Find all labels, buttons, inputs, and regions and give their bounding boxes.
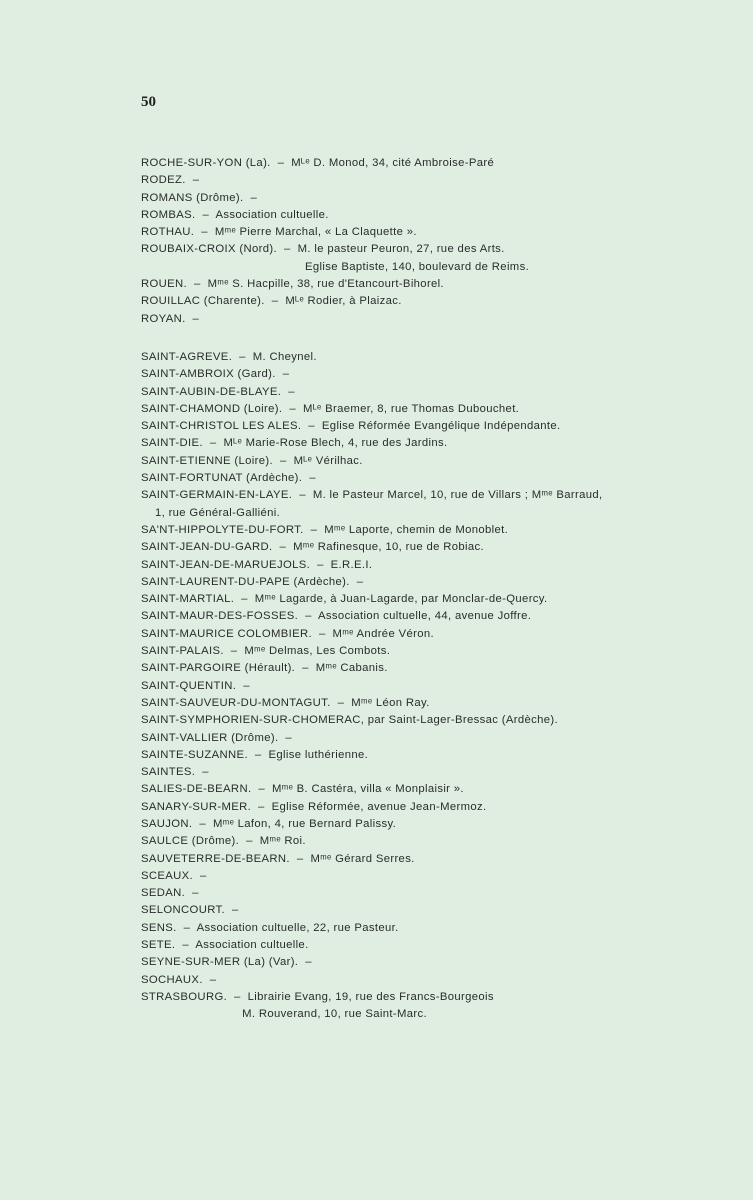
entry-line: SETE. – Association cultuelle. [141, 939, 309, 952]
directory-entry [141, 487, 661, 522]
directory-entry [141, 885, 661, 902]
entry-line: SAINT-MARTIAL. – Mᵐᵉ Lagarde, à Juan-Lagarde, par Monclar-de-Quercy. [141, 593, 548, 606]
directory-entry [141, 190, 661, 207]
directory-entry [141, 972, 661, 989]
entry-line: SAINT-AMBROIX (Gard). – [141, 368, 290, 381]
directory-entry [141, 574, 661, 591]
entry-line: SOCHAUX. – [141, 973, 217, 986]
directory-entry [141, 172, 661, 189]
directory-entry [141, 660, 661, 677]
entry-line: SAINT-ETIENNE (Loire). – Mᴸᵉ Vérilhac. [141, 454, 363, 467]
entry-line: SAUVETERRE-DE-BEARN. – Mᵐᵉ Gérard Serres. [141, 852, 415, 865]
entry-line: SAINT-QUENTIN. – [141, 679, 250, 692]
entry-line: SAINT-FORTUNAT (Ardèche). – [141, 472, 316, 485]
entry-line: SA'NT-HIPPOLYTE-DU-FORT. – Mᵐᵉ Laporte, chemin de Monoblet. [141, 523, 509, 536]
directory-entry [141, 311, 661, 328]
entry-line: SELONCOURT. – [141, 904, 239, 917]
entry-line: ROMBAS. – Association cultuelle. [141, 208, 329, 221]
entry-line: SAINT-AGREVE. – M. Cheynel. [141, 350, 317, 363]
entry-line: SAINTE-SUZANNE. – Eglise luthérienne. [141, 748, 369, 761]
directory-entry [141, 851, 661, 868]
directory-entry [141, 954, 661, 971]
directory-entry [141, 799, 661, 816]
directory-entry [141, 241, 661, 276]
directory-entry [141, 678, 661, 695]
directory-entry [141, 730, 661, 747]
entry-line: SAINT-GERMAIN-EN-LAYE. – M. le Pasteur Marcel, 10, rue de Villars ; Mᵐᵉ Barraud, [141, 489, 603, 502]
entry-line: ROTHAU. – Mᵐᵉ Pierre Marchal, « La Claquette ». [141, 226, 417, 239]
directory-entry [141, 937, 661, 954]
directory-entry [141, 643, 661, 660]
entry-line: SCEAUX. – [141, 869, 207, 882]
entry-continuation-line: 1, rue Général-Galliéni. [141, 506, 281, 519]
entry-line: SAINT-AUBIN-DE-BLAYE. – [141, 385, 295, 398]
entry-line: ROMANS (Drôme). – [141, 191, 258, 204]
directory-entry [141, 989, 661, 1024]
entry-group-s [141, 349, 661, 1024]
directory-entry [141, 155, 661, 172]
directory-listing [141, 155, 661, 1024]
directory-entry [141, 557, 661, 574]
directory-entry [141, 695, 661, 712]
entry-line: SAINT-JEAN-DU-GARD. – Mᵐᵉ Rafinesque, 10, rue de Robiac. [141, 541, 484, 554]
directory-entry [141, 224, 661, 241]
entry-line: SAINT-LAURENT-DU-PAPE (Ardèche). – [141, 575, 364, 588]
directory-entry [141, 902, 661, 919]
entry-line: SAINT-CHAMOND (Loire). – Mᴸᵉ Braemer, 8, rue Thomas Dubouchet. [141, 402, 520, 415]
entry-line: SEYNE-SUR-MER (La) (Var). – [141, 956, 312, 969]
directory-entry [141, 608, 661, 625]
entry-line: SALIES-DE-BEARN. – Mᵐᵉ B. Castéra, villa « Monplaisir ». [141, 783, 464, 796]
directory-entry [141, 366, 661, 383]
entry-line: SAINT-CHRISTOL LES ALES. – Eglise Réformée Evangélique Indépendante. [141, 420, 561, 433]
entry-line: SAINT-MAURICE COLOMBIER. – Mᵐᵉ Andrée Véron. [141, 627, 434, 640]
entry-line: SAINT-MAUR-DES-FOSSES. – Association cultuelle, 44, avenue Joffre. [141, 610, 532, 623]
entry-line: SENS. – Association cultuelle, 22, rue Pasteur. [141, 921, 399, 934]
entry-continuation-line: Eglise Baptiste, 140, boulevard de Reims. [141, 260, 530, 273]
directory-entry [141, 453, 661, 470]
entry-line: ROUEN. – Mᵐᵉ S. Hacpille, 38, rue d'Etancourt-Bihorel. [141, 278, 445, 291]
entry-line: RODEZ. – [141, 174, 200, 187]
directory-entry [141, 747, 661, 764]
directory-entry [141, 384, 661, 401]
entry-line: ROCHE-SUR-YON (La). – Mᴸᵉ D. Monod, 34, cité Ambroise-Paré [141, 157, 495, 169]
entry-line: SAINTES. – [141, 766, 209, 779]
directory-entry [141, 764, 661, 781]
directory-entry [141, 276, 661, 293]
directory-entry [141, 418, 661, 435]
entry-line: SAINT-JEAN-DE-MARUEJOLS. – E.R.E.I. [141, 558, 373, 571]
directory-entry [141, 470, 661, 487]
directory-entry [141, 816, 661, 833]
entry-continuation-line: M. Rouverand, 10, rue Saint-Marc. [141, 1008, 428, 1021]
entry-line: SEDAN. – [141, 887, 199, 900]
directory-entry [141, 539, 661, 556]
entry-line: SAINT-SYMPHORIEN-SUR-CHOMERAC, par Saint-Lager-Bressac (Ardèche). [141, 714, 558, 727]
entry-line: STRASBOURG. – Librairie Evang, 19, rue des Francs-Bourgeois [141, 990, 494, 1003]
entry-line: SAINT-VALLIER (Drôme). – [141, 731, 293, 744]
directory-entry [141, 522, 661, 539]
entry-line: SAULCE (Drôme). – Mᵐᵉ Roi. [141, 835, 306, 848]
directory-entry [141, 435, 661, 452]
entry-line: ROUILLAC (Charente). – Mᴸᵉ Rodier, à Plaizac. [141, 295, 402, 308]
directory-entry [141, 293, 661, 310]
directory-entry [141, 868, 661, 885]
directory-entry [141, 401, 661, 418]
entry-line: SAINT-DIE. – Mᴸᵉ Marie-Rose Blech, 4, rue des Jardins. [141, 437, 448, 450]
entry-line: ROUBAIX-CROIX (Nord). – M. le pasteur Peuron, 27, rue des Arts. [141, 243, 505, 256]
directory-entry [141, 207, 661, 224]
page-number: 50 [141, 94, 156, 110]
directory-entry [141, 591, 661, 608]
directory-entry [141, 920, 661, 937]
entry-line: SAINT-SAUVEUR-DU-MONTAGUT. – Mᵐᵉ Léon Ray. [141, 696, 430, 709]
entry-group-r [141, 155, 661, 328]
entry-line: SAINT-PALAIS. – Mᵐᵉ Delmas, Les Combots. [141, 645, 391, 658]
entry-line: SAINT-PARGOIRE (Hérault). – Mᵐᵉ Cabanis. [141, 662, 388, 675]
entry-line: SANARY-SUR-MER. – Eglise Réformée, avenue Jean-Mermoz. [141, 800, 487, 813]
entry-line: ROYAN. – [141, 312, 200, 325]
directory-entry [141, 349, 661, 366]
entry-line: SAUJON. – Mᵐᵉ Lafon, 4, rue Bernard Palissy. [141, 817, 397, 830]
directory-entry [141, 626, 661, 643]
directory-entry [141, 781, 661, 798]
directory-entry [141, 712, 661, 729]
directory-entry [141, 833, 661, 850]
